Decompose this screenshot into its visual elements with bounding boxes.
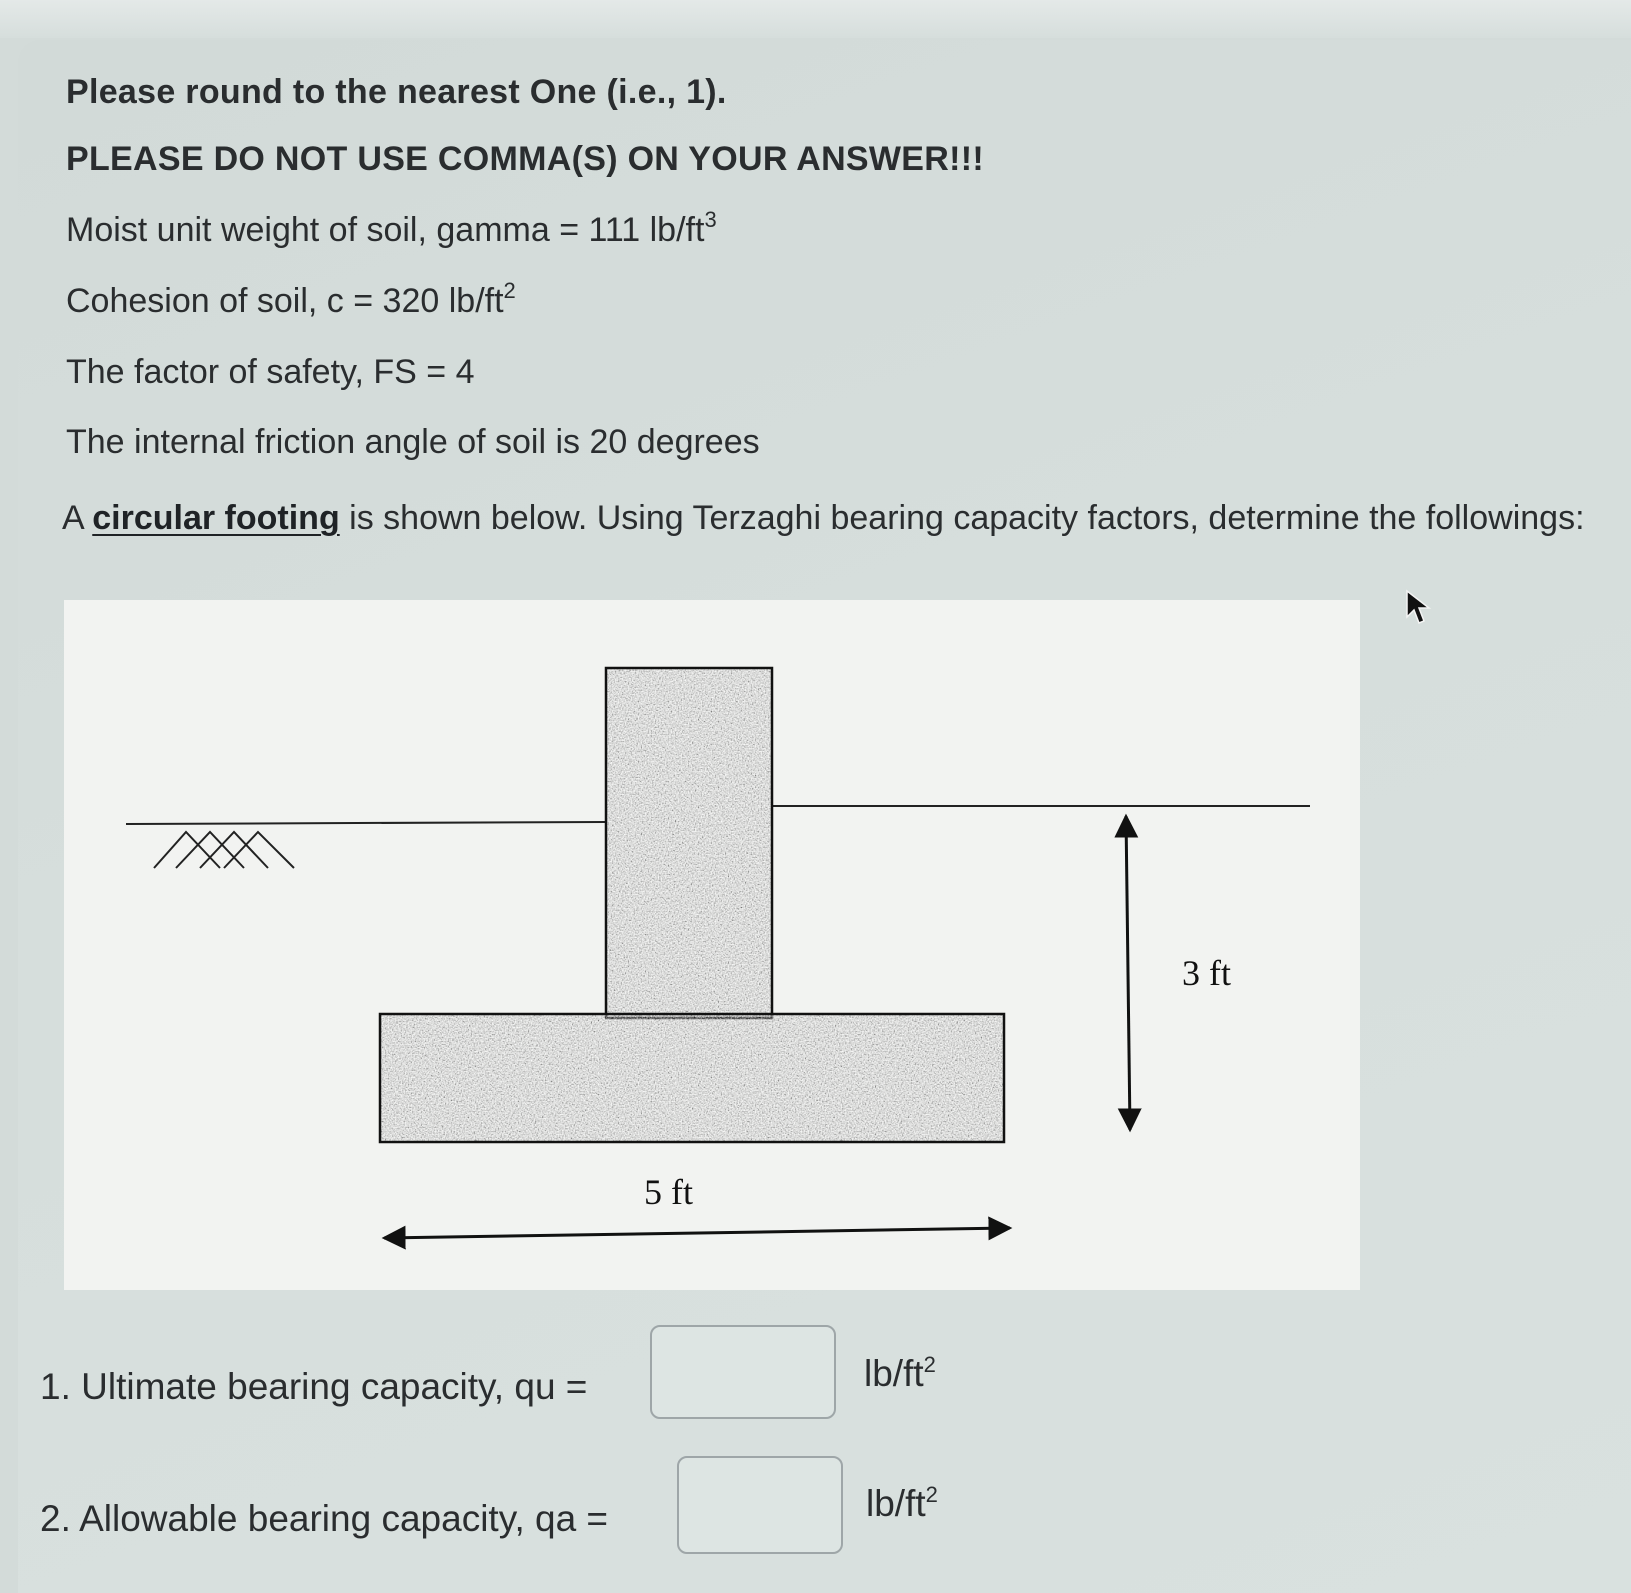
prompt-before: A xyxy=(62,499,93,537)
footing-base xyxy=(380,1014,1004,1142)
footing-column xyxy=(606,668,772,1018)
qu-answer-input[interactable] xyxy=(650,1325,836,1419)
gamma-exponent: 3 xyxy=(704,207,717,232)
question-1-label: 1. Ultimate bearing capacity, qu = xyxy=(40,1366,588,1407)
width-label: 5 ft xyxy=(644,1172,693,1212)
question-1-unit-exponent: 2 xyxy=(923,1352,936,1377)
question-2-unit-exponent: 2 xyxy=(925,1482,938,1507)
prompt-after: is shown below. Using Terzaghi bearing capacity factors, determine the followings: xyxy=(339,499,1585,537)
rounding-instruction: Please round to the nearest One (i.e., 1). xyxy=(66,73,727,111)
prompt-paragraph xyxy=(62,490,1622,546)
comma-warning: PLEASE DO NOT USE COMMA(S) ON YOUR ANSWER!!! xyxy=(66,140,984,178)
friction-line: The internal friction angle of soil is 20 degrees xyxy=(66,423,760,461)
top-strip xyxy=(0,0,1631,38)
fs-line: The factor of safety, FS = 4 xyxy=(66,353,475,391)
cohesion-line xyxy=(66,278,516,321)
cohesion-exponent: 2 xyxy=(503,278,516,303)
qa-answer-input[interactable] xyxy=(677,1456,843,1554)
question-2-unit xyxy=(866,1482,938,1526)
cohesion-text: Cohesion of soil, c = 320 lb/ft xyxy=(66,282,504,320)
question-1-unit xyxy=(864,1352,936,1396)
question-2-label: 2. Allowable bearing capacity, qa = xyxy=(40,1498,609,1539)
gamma-text: Moist unit weight of soil, gamma = 111 lb/ft xyxy=(66,211,705,249)
question-2-unit-text: lb/ft xyxy=(866,1483,926,1524)
gamma-line xyxy=(66,207,717,250)
depth-label: 3 ft xyxy=(1182,953,1231,993)
question-1-unit-text: lb/ft xyxy=(864,1353,924,1394)
footing-diagram xyxy=(64,600,1360,1290)
circular-footing-link[interactable]: circular footing xyxy=(92,499,340,537)
mouse-pointer-icon xyxy=(1405,589,1435,629)
